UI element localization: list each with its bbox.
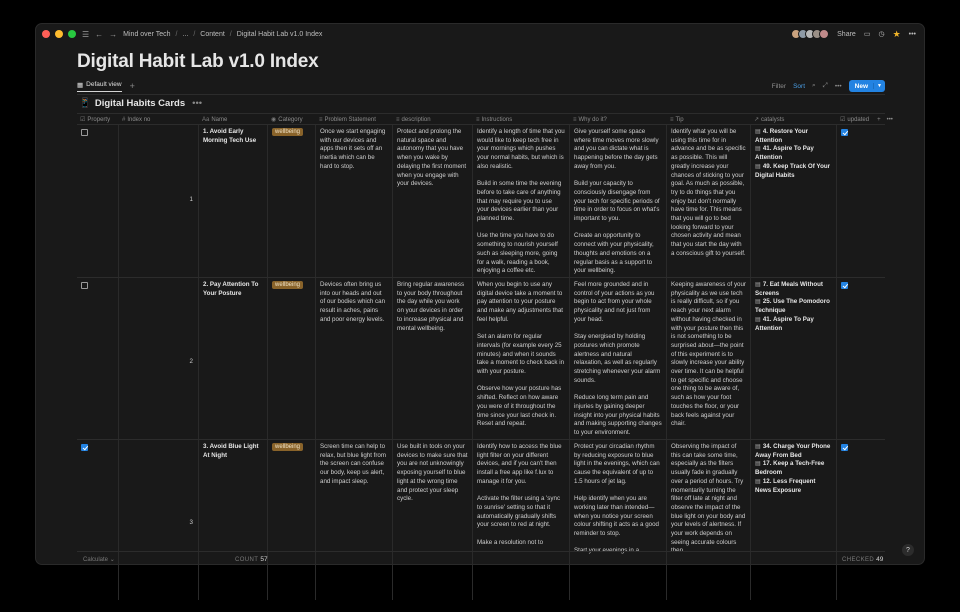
catalyst-link[interactable]: ▤ 17. Keep a Tech-Free Bedroom [755,460,825,477]
catalysts-cell [751,440,837,600]
catalysts-cell [751,125,837,277]
breadcrumb-item[interactable]: ... [182,30,189,38]
app-window [35,23,925,565]
table-body [77,125,885,555]
checkbox-icon: ☑ [840,117,846,123]
titlebar-actions [794,24,916,44]
property-checkbox[interactable] [81,444,88,451]
tip-cell[interactable]: Keeping awareness of your physicality as we use tech is really difficult, so if you reach your next alarm without having checked in with your posture then this is not something to be surprised about—the point of this experiment is to slowly increase your ability over time. It can be helpful to get specific and choose one thing to be aware of, such as how your foot touches the floor, or your back feels against your chair. [667,278,751,439]
index-cell: 3 [119,440,199,600]
open-full-page-icon[interactable]: ⤢ [822,82,828,89]
count-summary[interactable]: COUNT 57 [235,556,268,563]
checkbox-icon: ☑ [80,117,86,123]
chevron-down-icon: ⌄ [109,557,115,563]
maximize-window-button[interactable] [68,30,76,38]
checked-summary[interactable]: CHECKED 49 [842,556,884,563]
catalyst-link[interactable]: ▤ 7. Eat Meals Without Screens [755,281,823,297]
tab-default-view[interactable]: ▦ Default view [77,81,122,92]
table-header [77,113,893,125]
property-cell [77,125,119,277]
collaborator-avatars[interactable] [794,29,829,39]
category-badge: wellbeing [272,128,303,136]
select-icon: ◉ [271,117,277,123]
comment-icon[interactable]: ▭ [863,31,871,38]
column-header-index-no[interactable]: # Index no [122,116,151,123]
text-lines-icon: ≡ [319,116,323,123]
property-checkbox[interactable] [81,129,88,136]
name-cell[interactable]: 3. Avoid Blue Light At Night [199,440,268,600]
updated-checkbox[interactable] [841,129,848,136]
property-cell [77,278,119,439]
breadcrumb-item[interactable]: Content [200,30,225,38]
add-view-button[interactable]: + [129,81,135,91]
updated-cell [837,125,885,277]
number-icon: # [122,116,126,123]
description-cell[interactable]: Protect and prolong the natural space and autonomy that you have when you wake by delaying the first moment when you engage with your devices. [393,125,473,277]
history-icon[interactable]: ◷ [878,31,885,38]
category-cell[interactable] [268,125,316,277]
category-cell[interactable] [268,278,316,439]
instructions-cell[interactable]: When you begin to use any digital device take a moment to pay attention to your posture and make any adjustments that feel helpful. Set an alarm for regular intervals (for example every 25 minutes) and when it sounds take a moment to check back in with your posture. Observe how your posture has shifted. Reflect on how aware you were of it throughout the time since your last check in. Reset and repeat. [473,278,570,439]
catalyst-link[interactable]: ▤ 41. Aspire To Pay Attention [755,315,814,332]
text-lines-icon: ≡ [476,116,480,123]
why-cell[interactable]: Protect your circadian rhythm by reducing exposure to blue light in the evenings, which can cause the equivalent of up to 1.5 hours of jet lag. Help identify when you are working later than intended—when you notice your screen colour shifting it acts as a good reminder to stop. Start your evenings in a [570,440,667,600]
column-header-category[interactable]: ◉ Category [271,116,303,123]
table-view-icon: ▦ [77,81,84,89]
description-cell[interactable]: Bring regular awareness to your body throughout the day while you work on your devices in order to increase physical and mental wellbeing. [393,278,473,439]
category-cell[interactable] [268,440,316,600]
window-controls [42,30,76,38]
star-icon[interactable]: ★ [892,28,901,39]
calculate-button[interactable]: Calculate ⌄ [83,557,115,563]
view-bar [77,79,885,93]
new-button[interactable]: New ▼ [849,80,885,92]
minimize-window-button[interactable] [55,30,63,38]
problem-cell[interactable]: Screen time can help to relax, but blue light from the screen can confuse our body, keep us alert, and impact sleep. [316,440,393,600]
page-icon: ▤ [755,477,761,485]
database-more-icon[interactable]: ••• [192,98,203,109]
instructions-cell[interactable]: Identify a length of time that you would like to keep tech free in your mornings which pushes your normal habits, but which is also realistic. Build in some time the evening before to take care of anything that may require you to use your devices earlier than your planned time. Use the time you have to do something to nourish yourself such as sleeping more, going for a walk, reading a book, enjoying a coffee etc. [473,125,570,277]
catalysts-cell [751,278,837,439]
category-badge: wellbeing [272,281,303,289]
description-cell[interactable]: Use built in tools on your devices to make sure that you are not unknowingly exposing yourself to blue light at the wrong time and protect your sleep cycle. [393,440,473,600]
tip-cell[interactable]: Identify what you will be using this time for in advance and be as specific as possible. This will greatly increase your chances of sticking to your goal. As much as possible, try to do things that you enjoy but don't normally have time for. This means that you will go to bed looking forward to your chosen activity and mean that you start the day with a conscious gift to yourself. [667,125,751,277]
text-icon: Aa [202,116,210,123]
instructions-cell[interactable]: Identify how to access the blue light filter on your different devices, and if you can't then install a free app like f.lux to manage it for you. Activate the filter using a 'sync to sunrise' setting so that it automatically gradually shifts your screen to red at night. Make a resolution not to [473,440,570,600]
close-window-button[interactable] [42,30,50,38]
column-header-instructions[interactable]: ≡ Instructions [476,116,513,123]
table-row[interactable] [77,440,885,600]
text-lines-icon: ≡ [670,116,674,123]
breadcrumb-item[interactable]: Mind over Tech [123,30,171,38]
column-header-catalysts[interactable]: ↗ catalysts [754,116,785,123]
page-icon: ▤ [755,298,761,306]
column-header-updated[interactable]: ☑ updated + ••• [840,116,893,123]
add-column-icon[interactable]: + [877,116,881,123]
text-lines-icon: ≡ [573,116,577,123]
column-header-property[interactable]: ☑ Property [80,116,111,123]
table-footer [77,551,885,565]
property-checkbox[interactable] [81,282,88,289]
catalyst-link[interactable]: ▤ 25. Use The Pomodoro Technique [755,298,830,315]
catalyst-link[interactable]: ▤ 12. Less Frequent News Exposure [755,477,816,494]
catalyst-link[interactable]: ▤ 41. Aspire To Pay Attention [755,145,814,162]
column-more-icon[interactable]: ••• [886,116,893,123]
avatar[interactable] [819,29,829,39]
category-badge: wellbeing [272,443,303,451]
more-icon[interactable]: ••• [908,30,916,38]
page-icon: ▤ [755,460,761,468]
view-options-icon[interactable]: ••• [834,82,842,90]
page-title: Digital Habit Lab v1.0 Index [77,51,319,72]
help-button[interactable]: ? [902,544,914,556]
why-cell[interactable]: Feel more grounded and in control of your actions as you begin to act from your whole physicality and not just from your head. Stay energised by holding postures which promote alertness and natural relaxation, as well as regularly stretching whenever your alarm sounds. Reduce long term pain and injuries by gaining deeper insight into your physical habits and making supporting changes to your environment. [570,278,667,439]
problem-cell[interactable]: Once we start engaging with our devices and apps then it sets off an inertia which can be hard to stop. [316,125,393,277]
chevron-down-icon[interactable]: ▼ [873,83,885,89]
page-icon: ▤ [755,145,761,153]
updated-checkbox[interactable] [841,444,848,451]
share-button[interactable]: Share [837,30,856,38]
filter-button[interactable]: Filter [771,82,787,90]
breadcrumb-item[interactable]: Digital Habit Lab v1.0 Index [236,30,323,38]
page-icon: ▤ [755,315,761,323]
updated-checkbox[interactable] [841,282,848,289]
updated-cell [837,278,885,439]
column-header-name[interactable]: Aa Name [202,116,228,123]
search-icon[interactable]: ⌕ [812,82,816,89]
column-header-why[interactable]: ≡ Why do it? [573,116,607,123]
catalyst-link[interactable]: ▤ 34. Charge Your Phone Away From Bed [755,443,831,459]
table-row[interactable] [77,278,885,440]
index-cell: 2 [119,278,199,439]
forward-icon[interactable]: → [109,29,118,39]
problem-cell[interactable]: Devices often bring us into our heads and out of our bodies which can result in aches, pains and poor energy levels. [316,278,393,439]
name-cell[interactable]: 2. Pay Attention To Your Posture [199,278,268,439]
property-cell [77,440,119,600]
phone-icon: 📱 [79,98,91,109]
catalyst-link[interactable]: ▤ 4. Restore Your Attention [755,128,809,144]
sort-button[interactable]: Sort [793,82,805,90]
column-header-tip[interactable]: ≡ Tip [670,116,684,123]
sidebar-icon[interactable]: ☰ [82,29,90,39]
breadcrumb: Mind over Tech / ... / Content / Digital Habit Lab v1.0 Index [123,30,323,38]
column-header-description[interactable]: ≡ description [396,116,431,123]
page-icon: ▤ [755,443,761,450]
page-icon: ▤ [755,281,761,288]
page-icon: ▤ [755,162,761,170]
why-cell[interactable]: Give yourself some space where time moves more slowly and you can dictate what is happening before the day gets away from you. Build your capacity to consciously disengage from your tech for specific periods of time in order to focus on what's important to you. Create an opportunity to connect with your physicality, thoughts and emotions on a regular basis as a support to your wellbeing. [570,125,667,277]
relation-icon: ↗ [754,117,760,123]
database-title: 📱 Digital Habits Cards ••• [79,98,203,109]
titlebar [36,24,924,44]
updated-cell [837,440,885,600]
table-row[interactable] [77,125,885,278]
tip-cell[interactable]: Observing the impact of this can take some time, especially as the filters usually fade in gradually over a period of hours. Try momentarily turning the filter off late at night and observe the impact of the blue light on your body and your levels of alertness. If your work depends on seeing accurate colours then [667,440,751,600]
index-cell: 1 [119,125,199,277]
column-header-problem-statement[interactable]: ≡ Problem Statement [319,116,376,123]
back-icon[interactable]: ← [95,29,104,39]
page-icon: ▤ [755,128,761,135]
text-lines-icon: ≡ [396,116,400,123]
catalyst-link[interactable]: ▤ 49. Keep Track Of Your Digital Habits [755,162,831,179]
name-cell[interactable]: 1. Avoid Early Morning Tech Use [199,125,268,277]
